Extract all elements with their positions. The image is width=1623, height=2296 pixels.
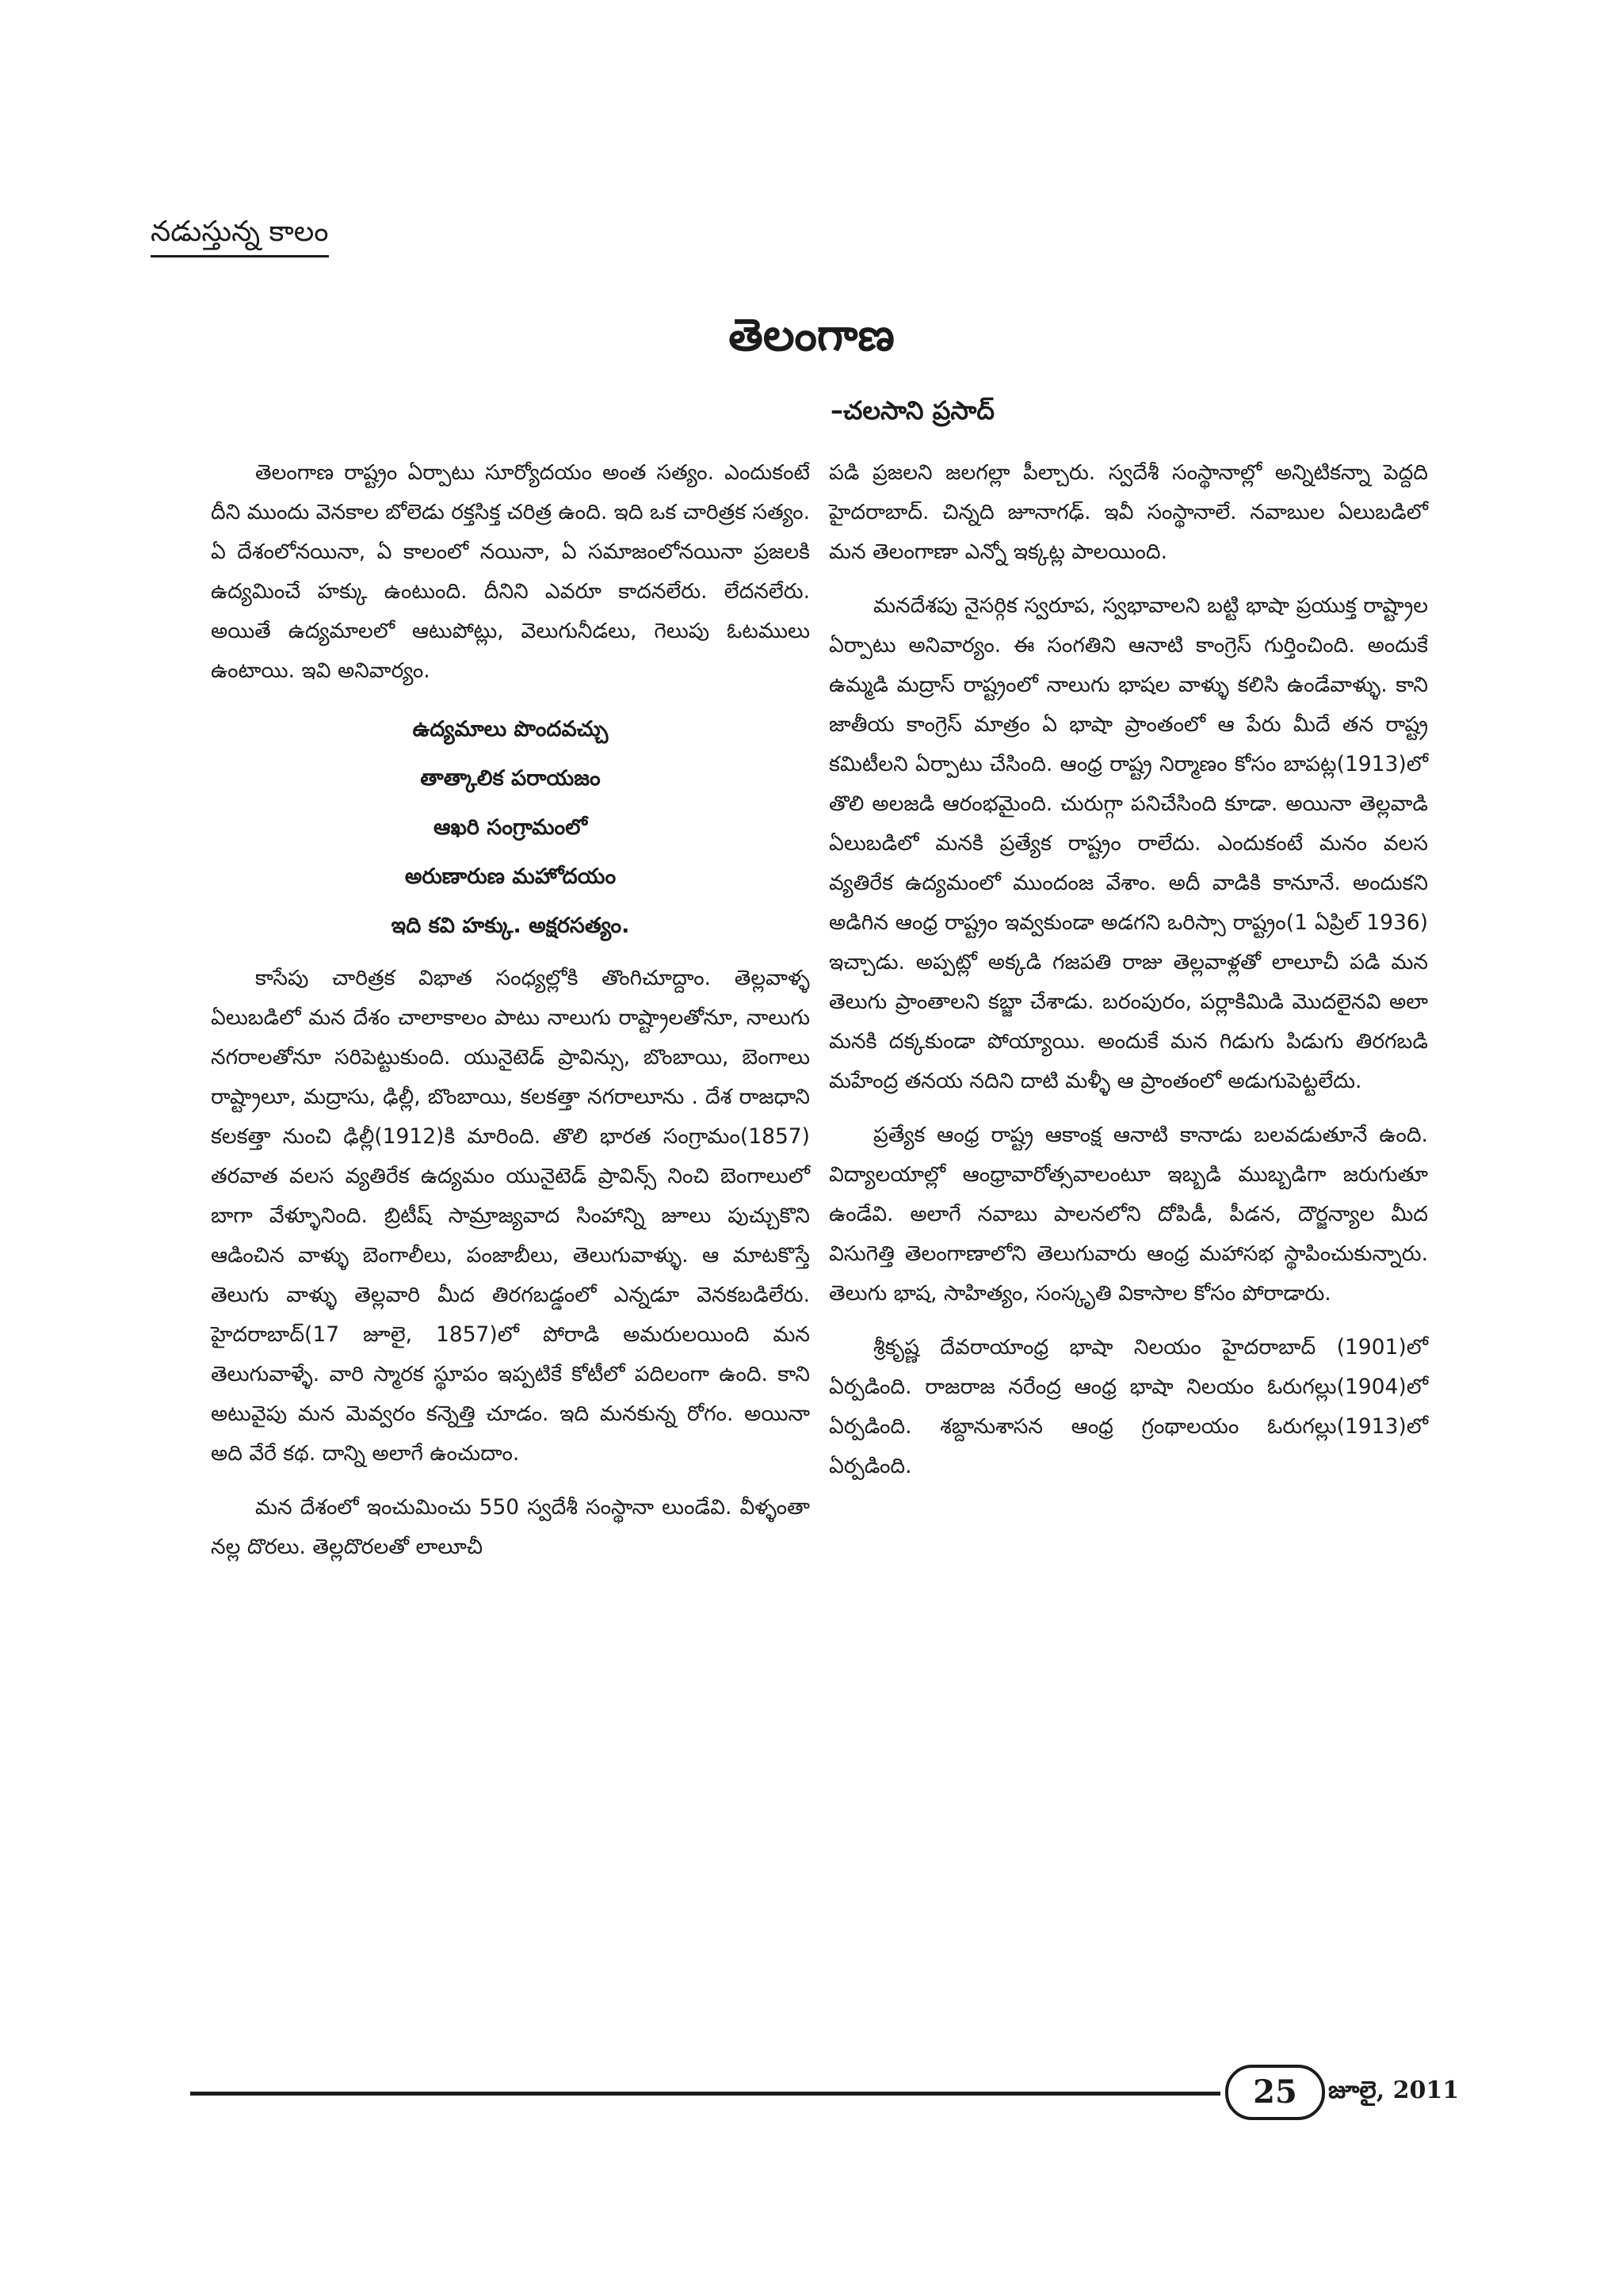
left-column [211,453,810,1581]
page-number-badge: 25 [1225,2065,1325,2120]
issue-date: జూలై, 2011 [1328,2077,1460,2104]
footer-rule [190,2092,1220,2096]
article-title: తెలంగాణ [728,310,895,361]
section-header: నడుస్తున్న కాలం [151,212,329,257]
article-byline: –చలసాని ప్రసాద్ [831,395,995,425]
poem-line: ఇది కవి హక్కు. అక్షరసత్యం. [391,913,630,938]
poem-line: అరుణారుణ మహోదయం [404,864,617,889]
poem-line: ఉద్యమాలు పొందవచ్చు [412,717,609,742]
poem-block [211,705,810,951]
poem-line: తాత్కాలిక పరాయజం [420,766,601,791]
paragraph: మన దేశంలో ఇంచుమించు 550 స్వదేశీ సంస్థానా లుండేవి. వీళ్ళంతా నల్ల దొరలు. తెల్లదొరలతో లాలూచీ [211,1495,810,1559]
paragraph: మనదేశపు నైసర్గిక స్వరూప, స్వభావాలని బట్టి భాషా ప్రయుక్త రాష్ట్రాల ఏర్పాటు అనివార్యం. ఈ సంగతిని ఆనాటి కాంగ్రెస్ గుర్తించింది. అందుకే ఉమ్మడి మద్రాస్ రాష్ట్రంలో నాలుగు భాషల వాళ్ళు కలిసి ఉండేవాళ్ళు. కాని జాతీయ కాంగ్రెస్ మాత్రం ఏ భాషా ప్రాంతంలో ఆ పేరు మీదే తన రాష్ట్ర కమిటీలని ఏర్పాటు చేసింది. ఆంధ్ర రాష్ట్ర నిర్మాణం కోసం బాపట్ల(1913)లో తొలి అలజడి ఆరంభమైంది. చురుగ్గా పనిచేసింది కూడా. అయినా తెల్లవాడి ఏలుబడిలో మనకి ప్రత్యేక రాష్ట్రం రాలేదు. ఎందుకంటే మనం వలస వ్యతిరేక ఉద్యమంలో ముందంజ వేశాం. అదీ వాడికి కానూనే. అందుకని అడిగిన ఆంధ్ర రాష్ట్రం ఇవ్వకుండా అడగని ఒరిస్సా రాష్ట్రం(1 ఏప్రిల్ 1936) ఇచ్చాడు. అప్పట్లో అక్కడి గజపతి రాజు తెల్లవాళ్లతో లాలూచీ పడి మన తెలుగు ప్రాంతాలని కబ్జా చేశాడు. బరంపురం, పర్లాకిమిడి మొదలైనవి అలా మనకి దక్కకుండా పోయ్యాయి. అందుకే మన గిడుగు పిడుగు తిరగబడి మహేంద్ర తనయ నదిని దాటి మళ్ళీ ఆ ప్రాంతంలో అడుగుపెట్టలేదు. [829,593,1428,1093]
paragraph: శ్రీకృష్ణ దేవరాయాంధ్ర భాషా నిలయం హైదరాబాద్ (1901)లో ఏర్పడింది. రాజరాజ నరేంద్ర ఆంధ్ర భాషా నిలయం ఓరుగల్లు(1904)లో ఏర్పడింది. శబ్దానుశాసన ఆంధ్ర గ్రంథాలయం ఓరుగల్లు(1913)లో ఏర్పడింది. [829,1335,1428,1478]
paragraph: తెలంగాణ రాష్ట్రం ఏర్పాటు సూర్యోదయం అంత సత్యం. ఎందుకంటే దీని ముందు వెనకాల బోలెడు రక్తసిక్త చరిత్ర ఉంది. ఇది ఒక చారిత్రక సత్యం. ఏ దేశంలోనయినా, ఏ కాలంలో నయినా, ఏ సమాజంలోనయినా ప్రజలకి ఉద్యమించే హక్కు ఉంటుంది. దీనిని ఎవరూ కాదనలేరు. లేదనలేరు. అయితే ఉద్యమాలలో ఆటుపోట్లు, వెలుగునీడలు, గెలుపు ఓటములు ఉంటాయి. ఇవి అనివార్యం. [211,460,811,683]
paragraph: కాసేపు చారిత్రక విభాత సంధ్యల్లోకి తొంగిచూద్దాం. తెల్లవాళ్ళ ఏలుబడిలో మన దేశం చాలాకాలం పాటు నాలుగు రాష్ట్రాలతోనూ, నాలుగు నగరాలతోనూ సరిపెట్టుకుంది. యునైటెడ్ ప్రావిన్సు, బొంబాయి, బెంగాలు రాష్ట్రాలూ, మద్రాసు, ఢిల్లీ, బొంబాయి, కలకత్తా నగరాలూను . దేశ రాజధాని కలకత్తా నుంచి ఢిల్లీ(1912)కి మారింది. తొలి భారత సంగ్రామం(1857) తరవాత వలస వ్యతిరేక ఉద్యమం యునైటెడ్ ప్రావిన్స్ నించి బెంగాలులో బాగా వేళ్ళూనింది. బ్రిటీష్ సామ్రాజ్యవాద సింహాన్ని జూలు పుచ్చుకొని ఆడించిన వాళ్ళు బెంగాలీలు, పంజాబీలు, తెలుగువాళ్ళు. ఆ మాటకొస్తే తెలుగు వాళ్ళు తెల్లవారి మీద తిరగబడ్డంలో ఎన్నడూ వెనకబడిలేరు. హైదరాబాద్(17 జూలై, 1857)లో పోరాడి అమరులయింది మన తెలుగువాళ్ళే. వారి స్మారక స్థూపం ఇప్పటికే కోటీలో పదిలంగా ఉంది. కాని అటువైపు మన మెవ్వరం కన్నెత్తి చూడం. ఇది మనకున్న రోగం. అయినా అది వేరే కథ. దాన్ని అలాగే ఉంచుదాం. [211,966,810,1466]
poem-line: ఆఖరి సంగ్రామంలో [433,815,588,840]
paragraph: పడి ప్రజలని జలగల్లా పీల్చారు. స్వదేశీ సంస్థానాల్లో అన్నిటికన్నా పెద్దది హైదరాబాద్. చిన్నది జూనాగఢ్. ఇవీ సంస్థానాలే. నవాబుల ఏలుబడిలో మన తెలంగాణా ఎన్నో ఇక్కట్ల పాలయింది. [829,460,1428,564]
right-column [829,453,1428,1501]
paragraph: ప్రత్యేక ఆంధ్ర రాష్ట్ర ఆకాంక్ష ఆనాటి కానాడు బలవడుతూనే ఉంది. విద్యాలయాల్లో ఆంధ్రావారోత్సవాలంటూ ఇబ్బడి ముబ్బడిగా జరుగుతూ ఉండేవి. అలాగే నవాబు పాలనలోని దోపిడీ, పీడన, దౌర్జన్యాల మీద విసుగెత్తి తెలంగాణాలోని తెలుగువారు ఆంధ్ర మహాసభ స్థాపించుకున్నారు. తెలుగు భాష, సాహిత్యం, సంస్కృతి వికాసాల కోసం పోరాడారు. [829,1123,1428,1306]
